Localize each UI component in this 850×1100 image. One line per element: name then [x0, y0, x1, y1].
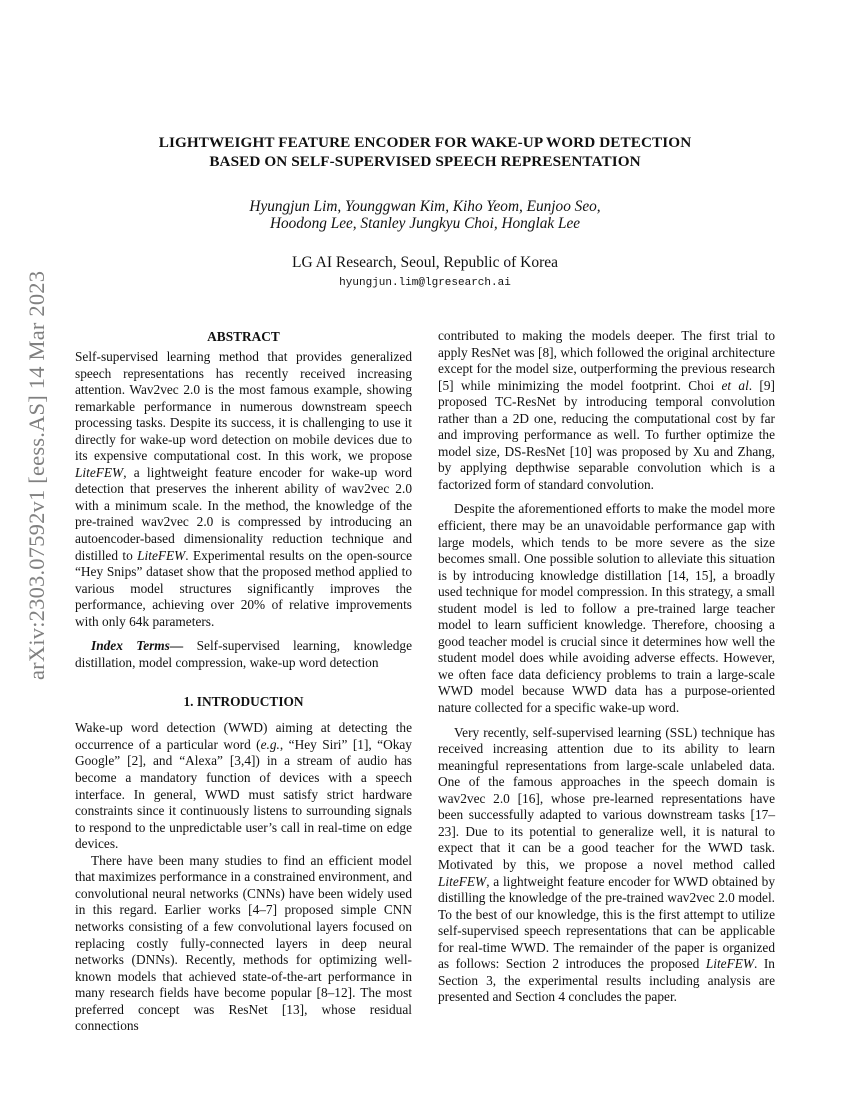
italic-text-segment: et al [721, 377, 749, 393]
text-segment: . In Section 3, the experimental results including analysis are presented and Section 4 concludes the paper. [438, 956, 775, 1005]
arxiv-identifier: arXiv:2303.07592v1 [eess.AS] 14 Mar 2023 [24, 270, 49, 680]
affiliation: LG AI Research, Seoul, Republic of Korea [291, 254, 558, 271]
title-line: BASED ON SELF-SUPERVISED SPEECH REPRESENTATION [209, 153, 641, 170]
text-segment: Despite the aforementioned efforts to make the model more efficient, there may be an unavoidable performance gap with large models, which tends to be more severe as the size becomes small. One possible solution to alleviate this situation is by introducing knowledge distillation [14, 15], a broadly used technique for model compression. In this strategy, a small student model is led to follow a pre-trained large teacher model to learn sufficient knowledge. Therefore, choosing a good teacher model is crucial since it determines how well the student model does while avoiding adverse effects. However, we often face data deficiency problems to train a large-scale WWD model because WWD data has a purpose-oriented nature collected for a specific wake-up word. [438, 501, 775, 716]
text-segment: Wake-up word detection (WWD) aiming at detecting the occurrence of a particular word ( [75, 720, 412, 752]
text-segment: Very recently, self-supervised learning (SSL) technique has received increasing attention due to its ability to learn meaningful representations from large-scale unlabeled data. One of the famous approaches in the speech domain is wav2vec 2.0 [16], whose pre-learned representations have been successfully adapted to various downstream tasks [17–23]. Due to its potential to generalize well, it is natural to expect that it can be a good teacher for the WWD task. Motivated by this, we propose a novel method called [438, 724, 775, 872]
paper-title [0, 133, 850, 171]
intro-paragraph-2 [75, 853, 412, 1035]
right-column [438, 328, 775, 1006]
authors [0, 198, 850, 232]
italic-text-segment: LiteFEW [137, 547, 186, 563]
text-segment: There have been many studies to find an efficient model that maximizes performance in a constrained environment, and convolutional neural networks (CNNs) have been widely used in this regard. Earlier works [4–7] proposed simple CNN networks consisting of a few convolutional layers focused on replacing costly fully-connected layers in deep neural networks (DNNs). Recently, methods for optimizing well-known models that achieved state-of-the-art performance in many research fields have become popular [8–12]. The most preferred concept was ResNet [13], whose residual connections [75, 852, 412, 1034]
authors-line: Hoodong Lee, Stanley Jungkyu Choi, Honglak Lee [269, 215, 581, 232]
intro-paragraph-1 [75, 720, 412, 852]
intro-paragraph-2-continued [438, 328, 775, 493]
left-column [75, 328, 412, 1035]
index-terms-text: Self-supervised learning, knowledge distillation, model compression, wake-up word detection [75, 638, 412, 670]
abstract-body [75, 349, 412, 630]
text-segment: , a lightweight feature encoder for WWD obtained by distilling the knowledge of the pre-trained wav2vec 2.0 model. To the best of our knowledge, this is the first attempt to utilize self-supervised speech representations that can be applicable for real-time WWD. The remainder of the paper is organized as follows: Section 2 introduces the proposed [438, 873, 775, 972]
text-segment: , “Hey Siri” [1], “Okay Google” [2], and “Alexa” [3,4]) in a stream of audio has become a mandatory function of devices with a speech interface. In general, WWD must satisfy strict hardware constraints since it continuously listens to surrounding signals to respond to the unpredictable user’s call in real-time on edge devices. [75, 736, 412, 852]
italic-text-segment: e.g. [260, 736, 280, 752]
italic-text-segment: LiteFEW [705, 956, 755, 972]
text-segment: , a lightweight feature encoder for wake-up word detection that preserves the inherent ability of wav2vec 2.0 with a minimum scale. In the method, the knowledge of the pre-trained wav2vec 2.0 is compressed by introducing an autoencoder-based dimensionality reduction technique and distilled to [75, 464, 412, 563]
index-terms-label: Index Terms— [91, 638, 184, 654]
authors-line: Hyungjun Lim, Younggwan Kim, Kiho Yeom, Eunjoo Seo, [249, 198, 601, 215]
introduction-heading: 1. INTRODUCTION [183, 694, 304, 710]
text-segment: . Experimental results on the open-source “Hey Snips” dataset show that the proposed method applied to various model structures significantly improves the performance, achieving over 20% of relative improvements with only 64k parameters. [75, 547, 413, 629]
text-segment: contributed to making the models deeper. The first trial to apply ResNet was [8], which followed the original architecture except for the model size, outperforming the previous research [5] while minimizing the model footprint. Choi [438, 328, 775, 393]
title-line: LIGHTWEIGHT FEATURE ENCODER FOR WAKE-UP WORD DETECTION [158, 134, 692, 151]
abstract-heading: ABSTRACT [207, 329, 280, 344]
index-terms [75, 638, 412, 671]
text-segment: . [9] proposed TC-ResNet by introducing temporal convolution rather than a 2D one, reducing the computational cost by far and improving performance as well. To further optimize the model size, DS-ResNet [10] was proposed by Xu and Zhang, by applying depthwise separable convolution which is a factorized form of standard convolution. [438, 377, 775, 492]
author-email: hyungjun.lim@lgresearch.ai [339, 277, 511, 289]
italic-text-segment: LiteFEW [438, 873, 487, 889]
text-segment: Self-supervised learning method that provides generalized speech representations has recently received increasing attention. Wav2vec 2.0 is the most famous example, showing remarkable performance in numerous downstream speech processing tasks. Despite its success, it is challenging to use it directly for wake-up word detection on mobile devices due to its expensive computational cost. In this work, we propose [75, 349, 412, 464]
intro-paragraph-3 [438, 501, 775, 716]
italic-text-segment: LiteFEW [75, 464, 124, 480]
intro-paragraph-4 [438, 725, 775, 1006]
